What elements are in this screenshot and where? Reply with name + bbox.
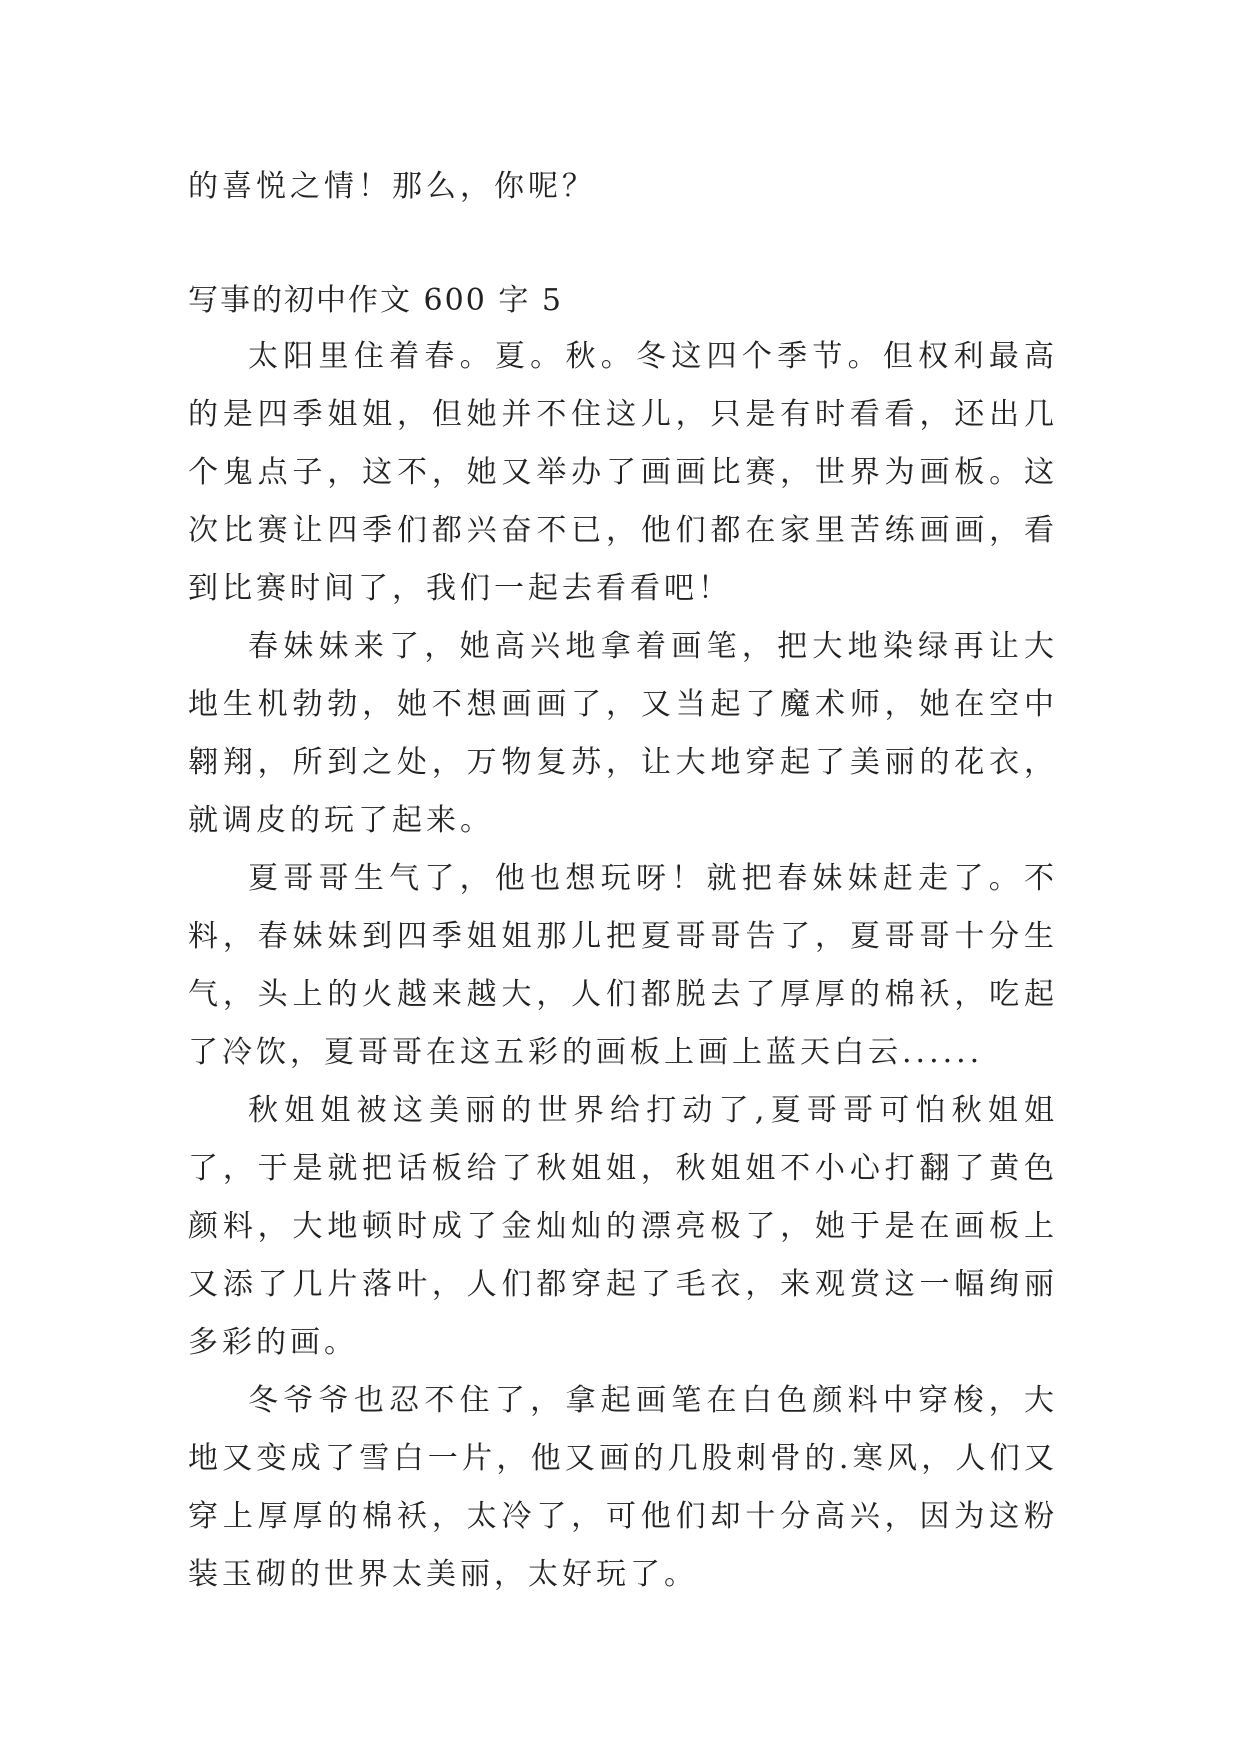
paragraph-1: 太阳里住着春。夏。秋。冬这四个季节。但权利最高的是四季姐姐，但她并不住这儿，只是有时看看，还出几个鬼点子，这不，她又举办了画画比赛，世界为画板。这次比赛让四季们都兴奋不已，他们都在家里苦练画画，看到比赛时间了，我们一起去看看吧！ [188, 339, 1058, 606]
paragraph-4: 秋姐姐被这美丽的世界给打动了,夏哥哥可怕秋姐姐了，于是就把话板给了秋姐姐，秋姐姐不小心打翻了黄色颜料，大地顿时成了金灿灿的漂亮极了，她于是在画板上又添了几片落叶，人们都穿起了毛衣，来观赏这一幅绚丽多彩的画。 [188, 1093, 1058, 1360]
paragraph-3: 夏哥哥生气了，他也想玩呀！就把春妹妹赶走了。不料，春妹妹到四季姐姐那儿把夏哥哥告了，夏哥哥十分生气，头上的火越来越大，人们都脱去了厚厚的棉袄，吃起了冷饮，夏哥哥在这五彩的画板上画上蓝天白云...... [188, 861, 1058, 1070]
intro-line: 的喜悦之情！那么，你呢？ [188, 169, 596, 204]
paragraph-5: 冬爷爷也忍不住了，拿起画笔在白色颜料中穿梭，大地又变成了雪白一片，他又画的几股刺骨的.寒风，人们又穿上厚厚的棉袄，太冷了，可他们却十分高兴，因为这粉装玉砌的世界太美丽，太好玩了。 [188, 1383, 1058, 1592]
essay-heading: 写事的初中作文 600 字 5 [188, 283, 563, 318]
essay-body [188, 328, 1058, 1604]
paragraph-2: 春妹妹来了，她高兴地拿着画笔，把大地染绿再让大地生机勃勃，她不想画画了，又当起了魔术师，她在空中翱翔，所到之处，万物复苏，让大地穿起了美丽的花衣，就调皮的玩了起来。 [188, 629, 1058, 838]
